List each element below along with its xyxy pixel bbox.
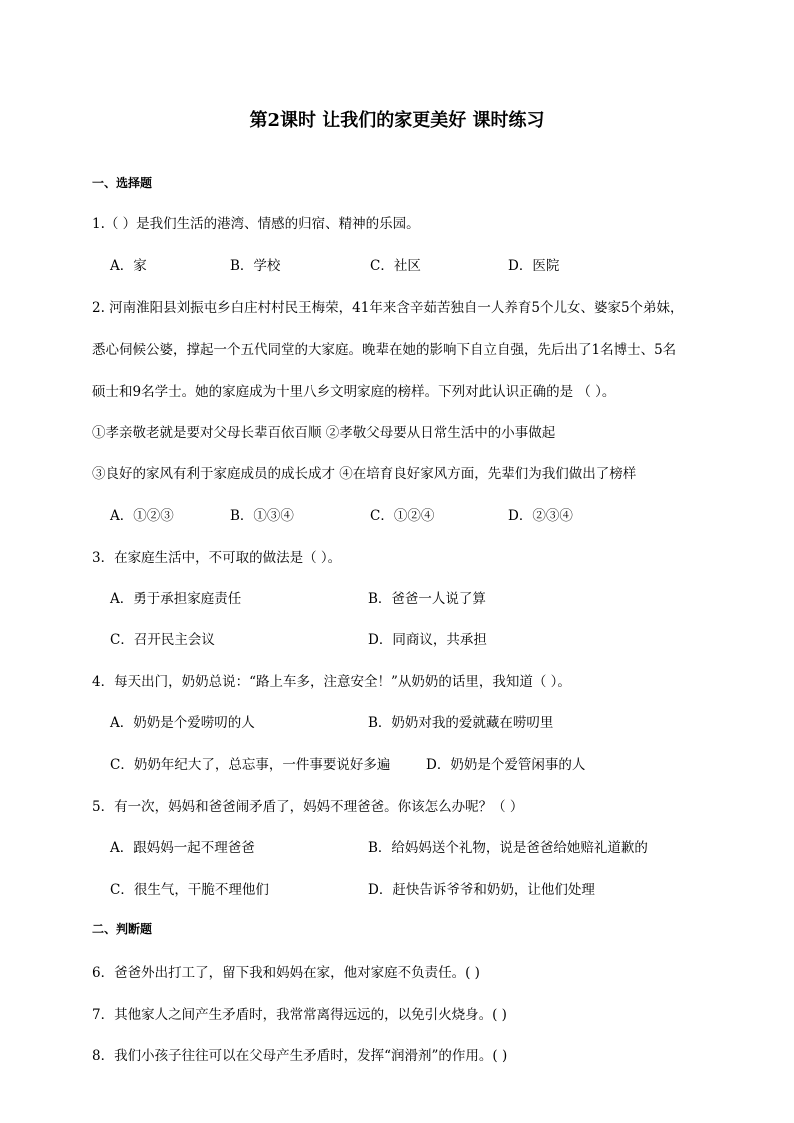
question-3-stem: 3．在家庭生活中，不可取的做法是（ ）。	[92, 550, 342, 566]
question-5-option-b: B．给妈妈送个礼物，说是爸爸给她赔礼道歉的	[368, 840, 648, 856]
question-1-option-b: B．学校	[230, 258, 281, 274]
question-3-option-b: B．爸爸一人说了算	[368, 591, 486, 607]
question-4-option-c: C．奶奶年纪大了，总忘事，一件事要说好多遍	[110, 757, 391, 773]
question-7: 7．其他家人之间产生矛盾时，我常常离得远远的，以免引火烧身。( )	[92, 1007, 507, 1023]
question-3-option-d: D．同商议，共承担	[368, 632, 487, 648]
question-2-option-c: C．①②④	[370, 508, 435, 524]
question-1-option-d: D．医院	[508, 258, 560, 274]
question-5-stem: 5．有一次，妈妈和爸爸闹矛盾了，妈妈不理爸爸。你该怎么办呢？（ ）	[92, 799, 524, 815]
question-3-option-c: C．召开民主会议	[110, 632, 215, 648]
question-6: 6．爸爸外出打工了，留下我和妈妈在家，他对家庭不负责任。( )	[92, 965, 480, 981]
question-2-statements-1: ①孝亲敬老就是要对父母长辈百依百顺 ②孝敬父母要从日常生活中的小事做起	[92, 425, 556, 441]
question-2-statements-2: ③良好的家风有利于家庭成员的成长成才 ④在培育良好家风方面，先辈们为我们做出了榜样	[92, 466, 637, 482]
question-2-option-d: D．②③④	[508, 508, 573, 524]
question-5-option-c: C．很生气，干脆不理他们	[110, 882, 269, 898]
question-2-line-1: 2. 河南淮阳县刘振屯乡白庄村村民王梅荣，41年来含辛茹苦独自一人养育5个儿女、婆家5个弟妹，	[92, 300, 684, 316]
question-2-line-2: 悉心伺候公婆，撑起一个五代同堂的大家庭。晚辈在她的影响下自立自强，先后出了1名博士、5名	[92, 342, 677, 358]
question-4-option-b: B．奶奶对我的爱就藏在唠叨里	[368, 715, 554, 731]
section-heading-judgment: 二、判断题	[92, 922, 153, 936]
page-title: 第2课时 让我们的家更美好 课时练习	[249, 110, 545, 131]
question-4-option-d: D．奶奶是个爱管闲事的人	[426, 757, 586, 773]
question-3-option-a: A．勇于承担家庭责任	[110, 591, 242, 607]
question-8: 8．我们小孩子往往可以在父母产生矛盾时，发挥“润滑剂”的作用。( )	[92, 1048, 508, 1064]
question-2-option-a: A．①②③	[110, 508, 174, 524]
section-heading-choice: 一、选择题	[92, 176, 153, 190]
question-1-stem: 1.（ ）是我们生活的港湾、情感的归宿、精神的乐园。	[92, 216, 420, 232]
question-4-stem: 4．每天出门，奶奶总说：“路上车多，注意安全！”从奶奶的话里，我知道（ ）。	[92, 674, 571, 690]
question-2-option-b: B．①③④	[230, 508, 294, 524]
question-1-option-a: A．家	[110, 258, 147, 274]
question-5-option-a: A．跟妈妈一起不理爸爸	[110, 840, 255, 856]
question-5-option-d: D．赶快告诉爷爷和奶奶，让他们处理	[368, 882, 595, 898]
question-2-line-3: 硕士和9名学士。她的家庭成为十里八乡文明家庭的榜样。下列对此认识正确的是 （ ）。	[92, 384, 616, 400]
question-1-option-c: C．社区	[370, 258, 421, 274]
question-4-option-a: A．奶奶是个爱唠叨的人	[110, 715, 255, 731]
